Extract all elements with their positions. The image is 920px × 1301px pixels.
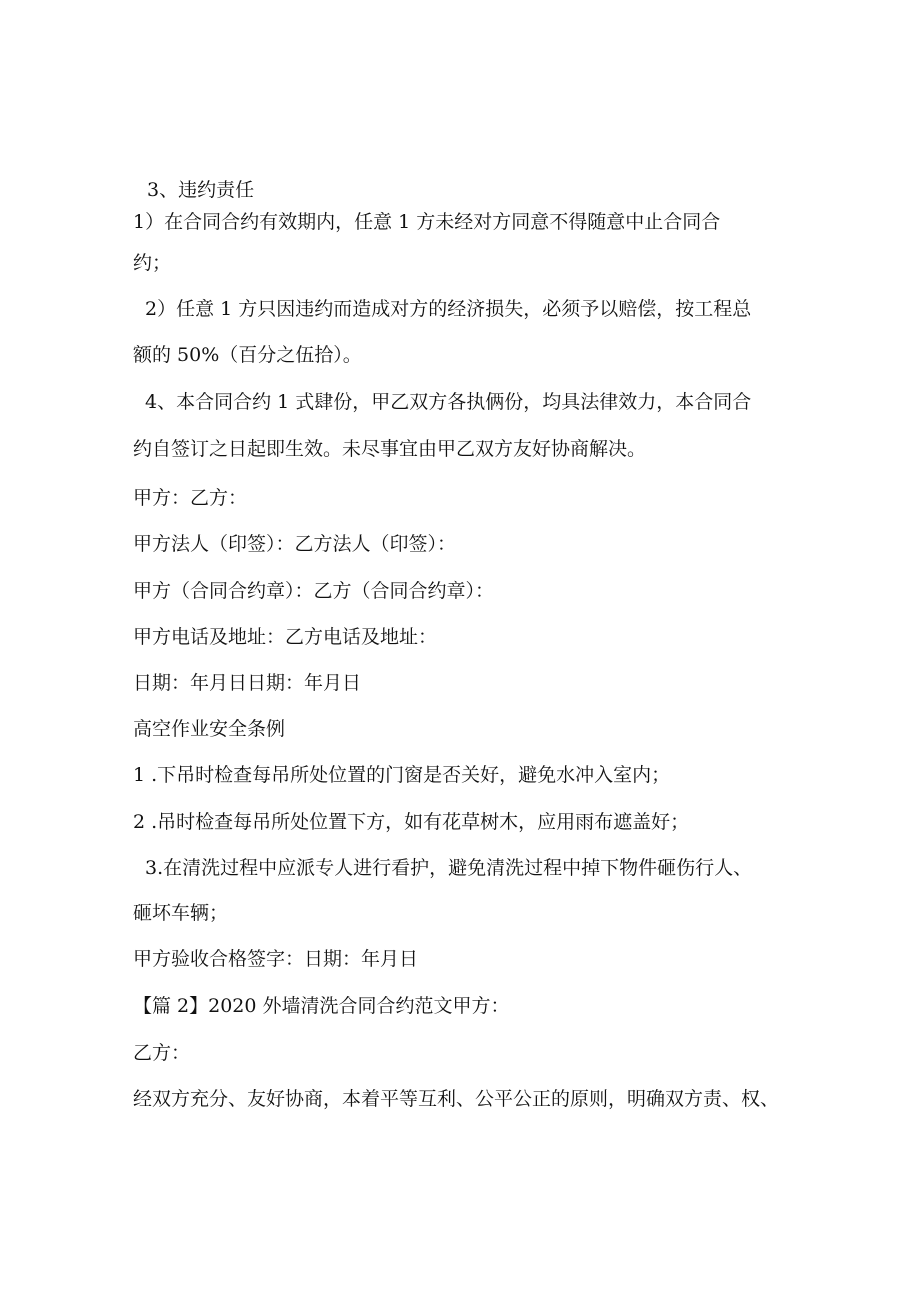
safety-rule-line: 2 .吊时检查每吊所处位置下方，如有花草树木，应用雨布遮盖好；: [133, 811, 690, 833]
safety-rule-line: 1 .下吊时检查每吊所处位置的门窗是否关好，避免水冲入室内；: [133, 764, 671, 786]
safety-rule-line: 砸坏车辆；: [133, 902, 229, 924]
acceptance-signature-line: 甲方验收合格签字：日期：年月日: [133, 948, 419, 970]
signature-field-line: 甲方电话及地址：乙方电话及地址：: [133, 626, 438, 648]
signature-field-line: 甲方：乙方：: [133, 487, 248, 509]
safety-rule-line: 3.在清洗过程中应派专人进行看护，避免清洗过程中掉下物件砸伤行人、: [145, 857, 753, 879]
date-field-line: 日期：年月日日期：年月日: [133, 672, 362, 694]
clause-line: 约自签订之日起即生效。未尽事宜由甲乙双方友好协商解决。: [133, 438, 647, 460]
clause-line: 1）在合同合约有效期内，任意 1 方未经对方同意不得随意中止合同合: [133, 211, 721, 233]
article-title-line: 【篇 2】2020 外墙清洗合同合约范文甲方：: [133, 995, 510, 1017]
body-paragraph-line: 经双方充分、友好协商，本着平等互利、公平公正的原则，明确双方责、权、: [133, 1088, 780, 1110]
clause-line: 额的 50%（百分之伍拾）。: [133, 344, 362, 366]
clause-line: 4、本合同合约 1 式肆份，甲乙双方各执俩份，均具法律效力，本合同合: [145, 391, 752, 413]
clause-line: 2）任意 1 方只因违约而造成对方的经济损失，必须予以赔偿，按工程总: [145, 298, 752, 320]
section-heading-safety-rules: 高空作业安全条例: [133, 718, 286, 740]
party-b-line: 乙方：: [133, 1042, 191, 1064]
signature-field-line: 甲方法人（印签）：乙方法人（印签）：: [133, 533, 457, 555]
clause-line: 约；: [133, 252, 172, 274]
section-heading-breach-liability: 3、违约责任: [147, 179, 255, 201]
signature-field-line: 甲方（合同合约章）：乙方（合同合约章）：: [133, 580, 495, 602]
